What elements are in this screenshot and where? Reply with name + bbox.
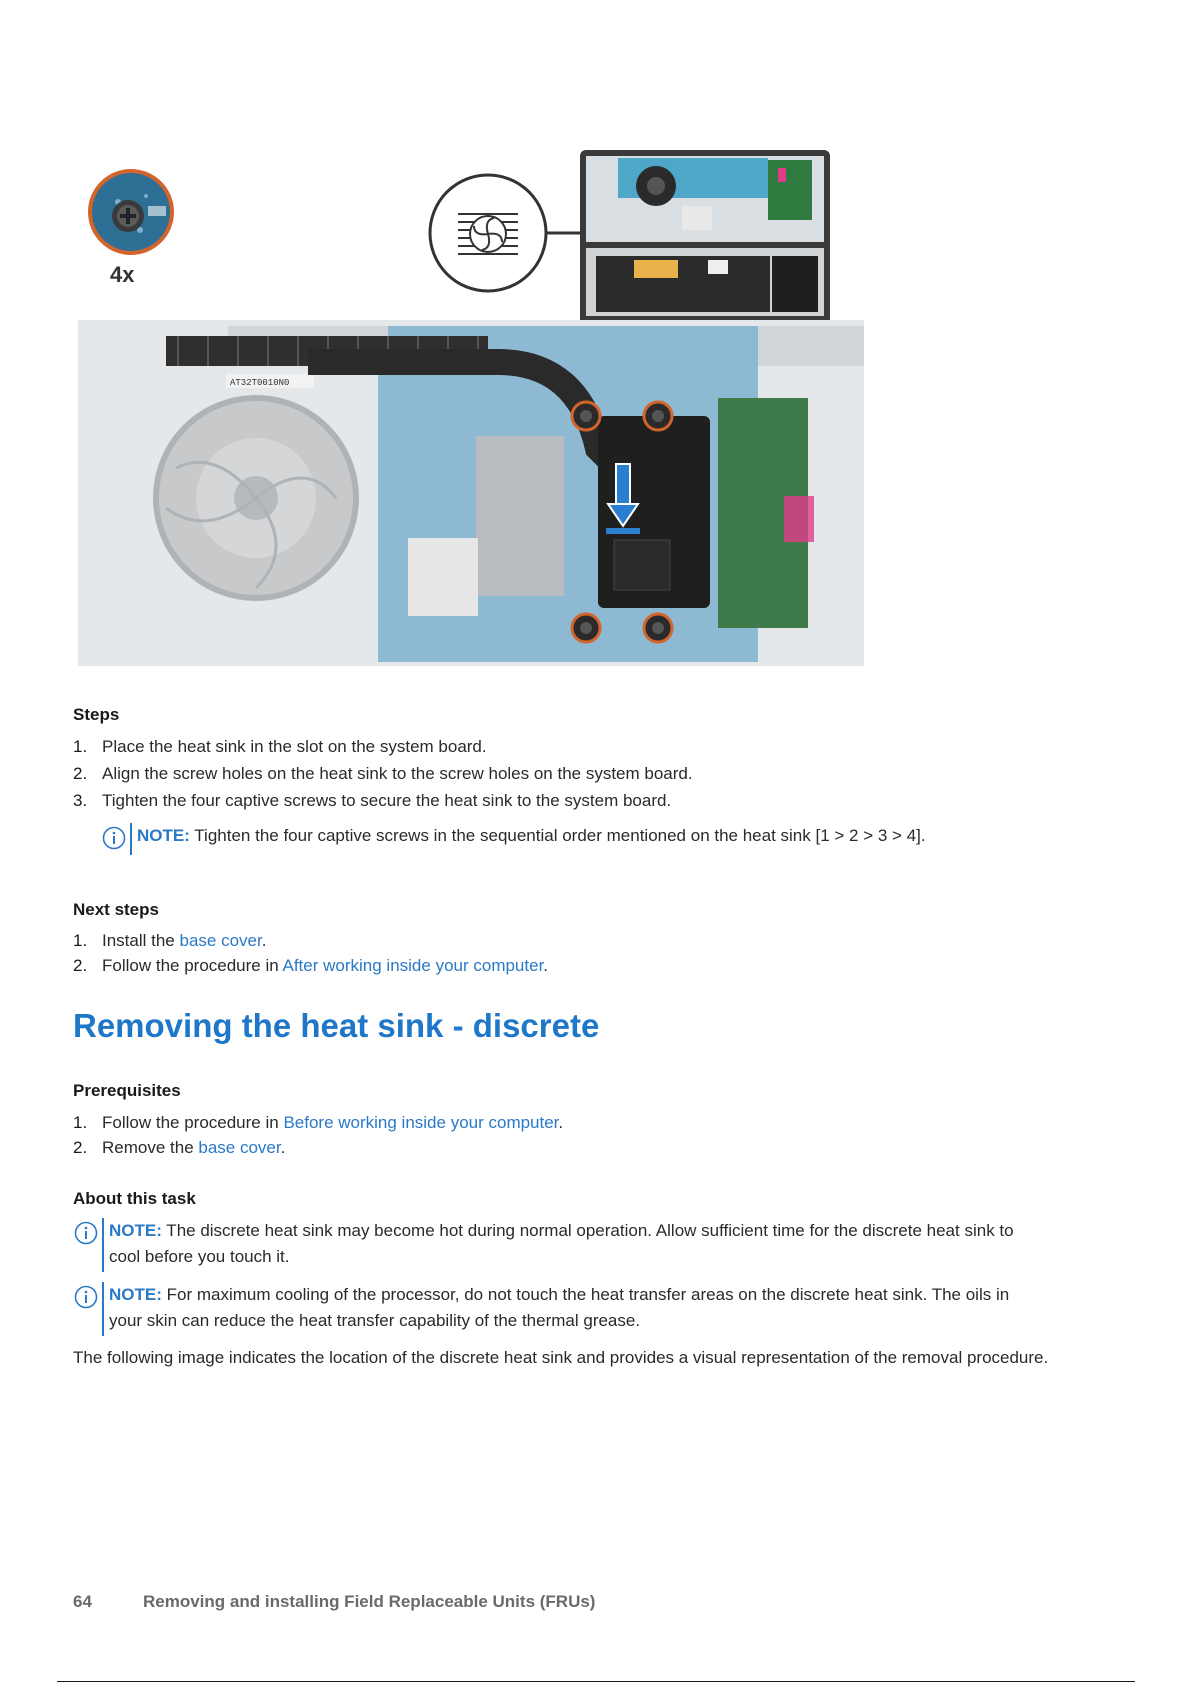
step-number: 1. bbox=[73, 931, 88, 950]
note-label: NOTE: bbox=[109, 1221, 162, 1240]
screw-count-label: 4x bbox=[110, 262, 135, 287]
note-body: The discrete heat sink may become hot during normal operation. Allow sufficient time for the discrete heat sink to bbox=[161, 1221, 1014, 1240]
info-icon bbox=[102, 826, 126, 850]
step-text: Align the screw holes on the heat sink to the screw holes on the system board. bbox=[102, 764, 693, 783]
steps-heading: Steps bbox=[73, 705, 120, 724]
note-body: Tighten the four captive screws in the sequential order mentioned on the heat sink [1 > 2 > 3 > 4]. bbox=[189, 826, 926, 845]
list-item bbox=[73, 928, 1113, 953]
figure-svg bbox=[78, 148, 868, 668]
note-body: For maximum cooling of the processor, do not touch the heat transfer areas on the discrete heat sink. The oils in bbox=[161, 1285, 1010, 1304]
footer-rule bbox=[57, 1681, 1135, 1682]
base-cover-link[interactable]: base cover bbox=[179, 931, 262, 950]
chapter-title: Removing and installing Field Replaceable Units (FRUs) bbox=[143, 1592, 596, 1611]
step-punct: . bbox=[543, 956, 549, 975]
note-bar bbox=[102, 1218, 104, 1272]
list-item bbox=[73, 761, 1113, 786]
step-punct: . bbox=[280, 1138, 286, 1157]
step-text: Follow the procedure in bbox=[102, 1113, 284, 1132]
step-text: Place the heat sink in the slot on the system board. bbox=[102, 737, 487, 756]
hot-heatsink-note bbox=[74, 1218, 1124, 1272]
step-number: 2. bbox=[73, 1138, 88, 1157]
before-working-link[interactable]: Before working inside your computer bbox=[283, 1113, 559, 1132]
next-steps-heading: Next steps bbox=[73, 900, 159, 919]
section-title: Removing the heat sink - discrete bbox=[73, 1007, 600, 1044]
note-body: your skin can reduce the heat transfer capability of the thermal grease. bbox=[109, 1311, 641, 1330]
note-bar bbox=[130, 823, 132, 855]
step-number: 1. bbox=[73, 1113, 88, 1132]
note-body: cool before you touch it. bbox=[109, 1247, 290, 1266]
page-number: 64 bbox=[73, 1592, 92, 1611]
system-board-detail-image bbox=[78, 320, 864, 666]
info-icon bbox=[74, 1221, 98, 1245]
note-label: NOTE: bbox=[109, 1285, 162, 1304]
heat-sink-installation-figure bbox=[78, 148, 868, 668]
cooling-note bbox=[74, 1282, 1124, 1336]
about-task-heading: About this task bbox=[73, 1189, 196, 1208]
step-text: Tighten the four captive screws to secure the heat sink to the system board. bbox=[102, 791, 672, 810]
step-number: 2. bbox=[73, 764, 88, 783]
step-punct: . bbox=[558, 1113, 564, 1132]
note-label: NOTE: bbox=[137, 826, 190, 845]
laptop-overview-image bbox=[580, 150, 830, 326]
step-number: 3. bbox=[73, 791, 88, 810]
step-number: 1. bbox=[73, 737, 88, 756]
list-item bbox=[73, 953, 1113, 978]
next-steps-list bbox=[73, 928, 1113, 978]
figure-description: The following image indicates the location of the discrete heat sink and provides a visual representation of the removal procedure. bbox=[73, 1348, 1049, 1367]
step-number: 2. bbox=[73, 956, 88, 975]
steps-note bbox=[102, 823, 1102, 855]
list-item bbox=[73, 788, 1113, 813]
screw-closeup-icon bbox=[88, 169, 174, 255]
heat-sink-label-text: AT32T0010N0 bbox=[230, 378, 290, 388]
base-cover-link[interactable]: base cover bbox=[198, 1138, 281, 1157]
step-text: Follow the procedure in bbox=[102, 956, 283, 975]
list-item bbox=[73, 1110, 1113, 1135]
step-text: Install the bbox=[102, 931, 180, 950]
page-footer bbox=[73, 1592, 595, 1612]
note-text bbox=[109, 1218, 1014, 1270]
info-icon bbox=[74, 1285, 98, 1309]
note-text bbox=[109, 1282, 1009, 1334]
prerequisites-heading: Prerequisites bbox=[73, 1081, 181, 1100]
step-text: Remove the bbox=[102, 1138, 199, 1157]
steps-list bbox=[73, 734, 1113, 813]
prerequisites-list bbox=[73, 1110, 1113, 1160]
list-item bbox=[73, 1135, 1113, 1160]
note-text bbox=[137, 823, 926, 849]
note-bar bbox=[102, 1282, 104, 1336]
list-item bbox=[73, 734, 1113, 759]
step-punct: . bbox=[261, 931, 267, 950]
after-working-link[interactable]: After working inside your computer bbox=[282, 956, 544, 975]
